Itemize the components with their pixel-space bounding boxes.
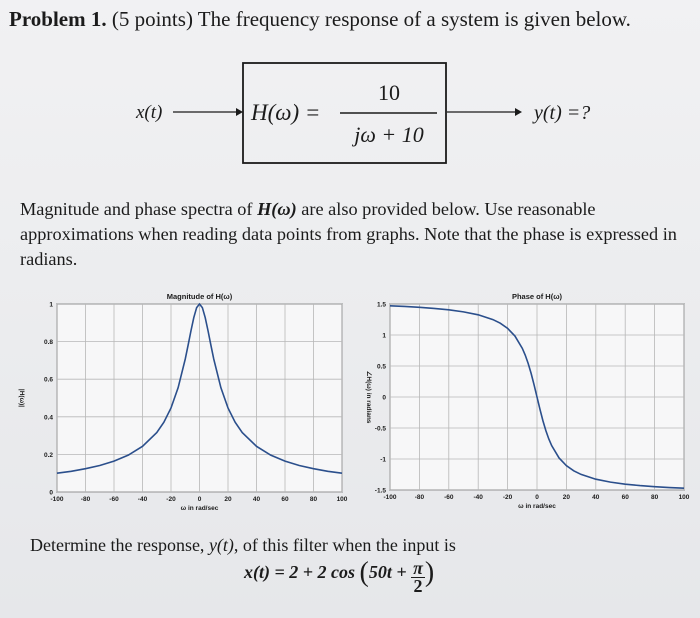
problem-statement: (5 points) The frequency response of a system is given below. xyxy=(106,7,631,31)
magnitude-x-tick-label: 0 xyxy=(197,496,202,503)
input-equation-lhs: x(t) = 2 + 2 cos xyxy=(244,562,355,582)
magnitude-x-tick-label: -60 xyxy=(109,496,119,503)
question-text-2: , of this filter when the input is xyxy=(233,535,456,555)
phase-y-tick-label: 1.5 xyxy=(376,301,386,309)
magnitude-y-tick-label: 1 xyxy=(49,301,53,309)
phase-x-tick-label: 20 xyxy=(562,494,571,501)
magnitude-y-axis-label: |H(ω)| xyxy=(18,388,25,408)
output-signal-label: y(t) =? xyxy=(534,102,591,124)
magnitude-x-tick-label: 80 xyxy=(309,496,318,503)
block-diagram xyxy=(0,55,700,175)
paragraph-symbol: H(ω) xyxy=(257,199,297,219)
magnitude-x-tick-label: -40 xyxy=(137,496,148,503)
magnitude-x-tick-label: -20 xyxy=(166,496,176,503)
phase-x-tick-label: -40 xyxy=(473,494,483,501)
magnitude-y-tick-label: 0.2 xyxy=(43,451,53,459)
problem-heading xyxy=(9,7,631,32)
magnitude-y-tick-label: 0.8 xyxy=(43,339,53,347)
phase-x-tick-label: 80 xyxy=(650,494,659,501)
phase-x-tick-label: -60 xyxy=(444,494,454,501)
phase-x-tick-label: 100 xyxy=(678,494,690,501)
phase-x-tick-label: 60 xyxy=(621,494,629,501)
fraction-numerator: π xyxy=(413,558,423,578)
magnitude-x-tick-label: 20 xyxy=(224,496,232,503)
input-equation-fraction xyxy=(411,560,425,595)
input-signal-label: x(t) xyxy=(136,102,163,123)
open-paren: ( xyxy=(359,557,369,588)
close-paren: ) xyxy=(424,557,435,588)
input-equation-arg: 50t + xyxy=(368,562,407,582)
magnitude-x-tick-label: -80 xyxy=(80,496,91,503)
description-paragraph xyxy=(20,197,690,272)
fraction-denominator: 2 xyxy=(413,576,423,596)
magnitude-x-tick-label: -100 xyxy=(50,496,64,503)
phase-y-tick-label: -1.5 xyxy=(374,487,386,495)
output-arrow-head xyxy=(515,108,522,116)
phase-x-tick-label: 0 xyxy=(535,494,539,501)
phase-y-tick-label: -0.5 xyxy=(374,425,386,433)
problem-label: Problem 1. xyxy=(9,7,107,31)
input-equation xyxy=(244,557,434,595)
phase-y-tick-label: -1 xyxy=(380,456,386,464)
magnitude-y-tick-label: 0.6 xyxy=(43,376,53,384)
magnitude-y-tick-label: 0 xyxy=(49,489,53,497)
phase-y-tick-label: 0 xyxy=(382,394,386,402)
paragraph-text-2: are also provided below. Use reasonable approximations when reading data points from graphs. Note that the phase is expressed in radians. xyxy=(20,199,677,269)
magnitude-x-axis-label: ω in rad/sec xyxy=(180,505,219,512)
input-arrow-head xyxy=(236,108,243,116)
magnitude-y-tick-label: 0.4 xyxy=(43,414,53,422)
spectra-svg xyxy=(0,278,700,523)
transfer-function-lhs: H(ω) = xyxy=(251,100,321,125)
phase-x-tick-label: -20 xyxy=(502,494,513,501)
paragraph-text-1: Magnitude and phase spectra of xyxy=(20,199,258,219)
phase-x-tick-label: 40 xyxy=(592,494,600,501)
magnitude-x-tick-label: 40 xyxy=(252,496,261,503)
phase-y-tick-label: 0.5 xyxy=(376,363,386,371)
phase-x-tick-label: -80 xyxy=(414,494,425,501)
question-text xyxy=(30,535,456,556)
spectra-graphs xyxy=(0,278,700,523)
transfer-function-denominator: jω + 10 xyxy=(354,122,424,147)
phase-x-axis-label: ω in rad/sec xyxy=(518,503,556,510)
transfer-function-numerator: 10 xyxy=(378,80,400,105)
phase-y-axis-label: ∠H(ω) in radians xyxy=(365,370,372,424)
phase-x-tick-label: -100 xyxy=(383,494,397,501)
question-symbol: y(t) xyxy=(208,535,234,555)
magnitude-x-tick-label: 100 xyxy=(336,496,348,503)
question-text-1: Determine the response, xyxy=(30,535,209,555)
magnitude-x-tick-label: 60 xyxy=(281,496,289,503)
magnitude-title: Magnitude of H(ω) xyxy=(166,292,233,301)
phase-y-tick-label: 1 xyxy=(382,332,386,340)
phase-title: Phase of H(ω) xyxy=(511,292,563,301)
block-diagram-svg xyxy=(0,55,700,175)
